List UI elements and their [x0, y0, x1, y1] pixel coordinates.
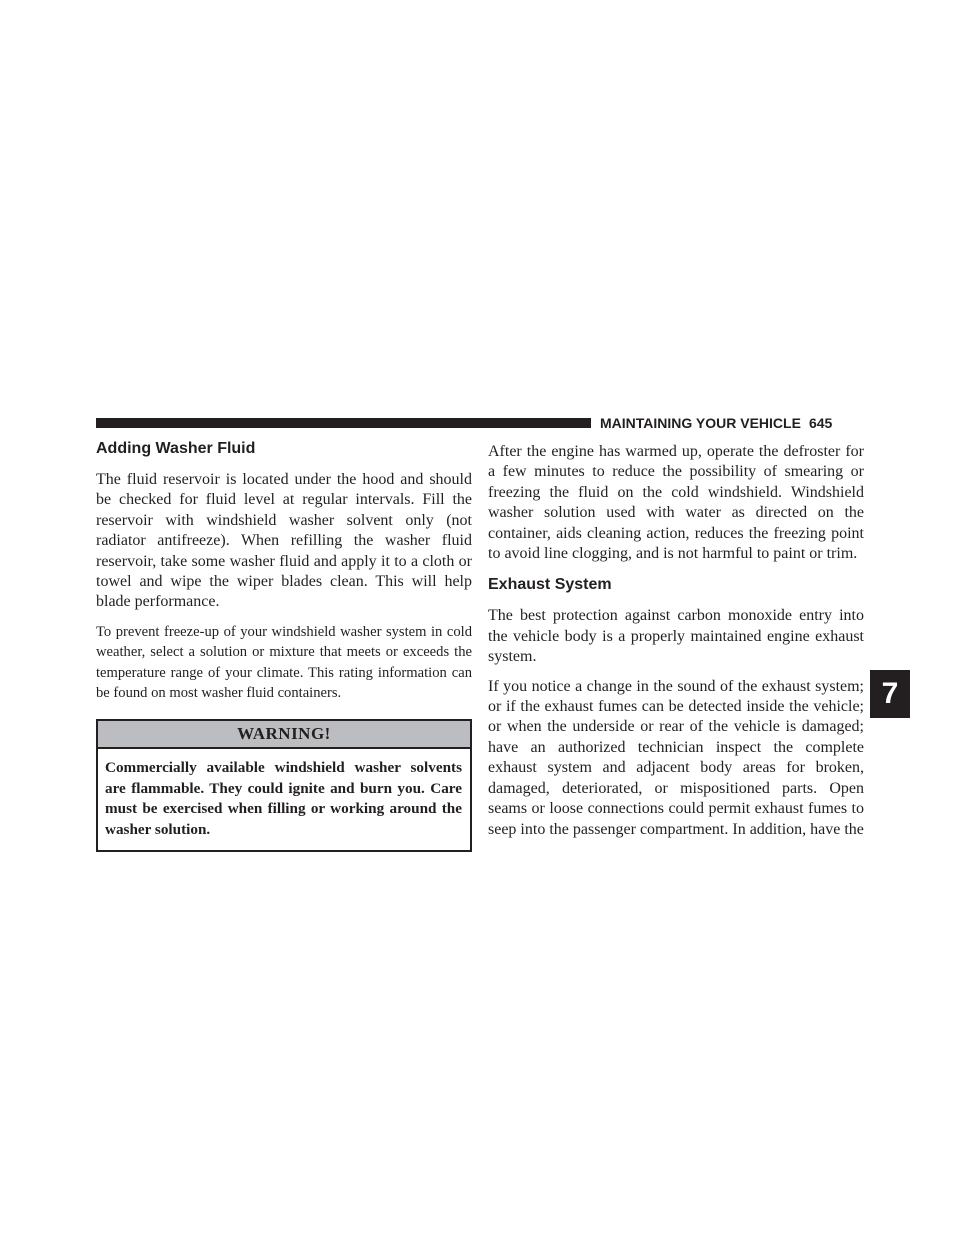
paragraph: The fluid reservoir is located under the hood and should be checked for fluid level at regular intervals. Fill the reservoir with windshield washer solvent only (not radiator antifreeze). When refilling the washer fluid reservoir, take some washer fluid and apply it to a cloth or towel and wipe the wiper blades clean. This will help blade performance.	[96, 471, 472, 611]
section-title: MAINTAINING YOUR VEHICLE	[600, 415, 801, 431]
running-header	[600, 414, 870, 432]
chapter-tab: 7	[870, 670, 910, 718]
paragraph: The best protection against carbon monoxide entry into the vehicle body is a properly maintained engine exhaust system.	[488, 607, 864, 666]
section-heading-exhaust-system: Exhaust System	[488, 576, 612, 594]
left-column	[96, 438, 472, 852]
paragraph: If you notice a change in the sound of the exhaust system; or if the exhaust fumes can be detected inside the vehicle; or when the underside or rear of the vehicle is damaged; have an authorized technician inspect the complete exhaust system and adjacent body areas for broken, damaged, deteriorated, or mispositioned parts. Open seams or loose connections could permit exhaust fumes to seep into the passenger compartment. In addition, have the	[488, 677, 864, 838]
warning-body: Commercially available windshield washer solvents are flammable. They could ignite and burn you. Care must be exercised when filling or working around the washer solution.	[105, 759, 462, 838]
warning-box	[96, 719, 472, 852]
paragraph: After the engine has warmed up, operate the defroster for a few minutes to reduce the possibility of smearing or freezing the fluid on the cold windshield. Windshield washer solution used with water as directed on the container, aids cleaning action, reduces the freezing point to avoid line clogging, and is not harmful to paint or trim.	[488, 443, 864, 563]
right-column	[488, 442, 864, 849]
section-heading-washer-fluid: Adding Washer Fluid	[96, 440, 256, 457]
header-rule	[96, 418, 591, 428]
warning-title: WARNING!	[98, 721, 470, 749]
paragraph: To prevent freeze-up of your windshield washer system in cold weather, select a solution or mixture that meets or exceeds the temperature range of your climate. This rating information can be found on most washer fluid containers.	[96, 623, 472, 702]
page-number: 645	[808, 415, 833, 431]
